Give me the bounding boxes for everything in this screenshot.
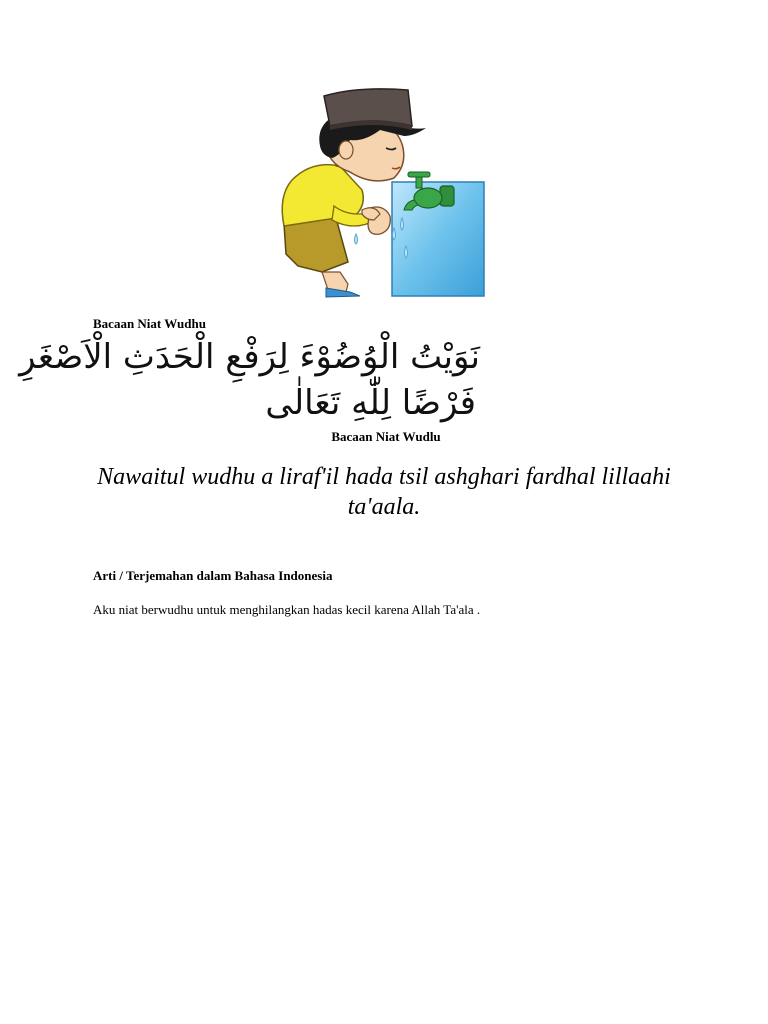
transliteration-text: Nawaitul wudhu a liraf'il hada tsil ashghari fardhal lillaahi ta'aala. [97,464,671,520]
image-caption: Bacaan Niat Wudlu [331,429,441,444]
translation-text: Aku niat berwudhu untuk menghilangkan hadas kecil karena Allah Ta'ala . [93,602,481,617]
arabic-niat-text [19,337,484,434]
boy-wudhu-illustration [276,86,486,298]
arabic-line-2: فَرْضًا لِلّٰهِ تَعَالٰى [265,383,476,423]
translation-heading: Arti / Terjemahan dalam Bahasa Indonesia [93,568,333,583]
heading-niat-wudhu: Bacaan Niat Wudhu [93,316,206,331]
shorts [284,218,348,272]
arabic-line-1: نَوَيْتُ الْوُضُوْءَ لِرَفْعِ الْحَدَثِ الْاَصْغَرِ [19,337,480,377]
